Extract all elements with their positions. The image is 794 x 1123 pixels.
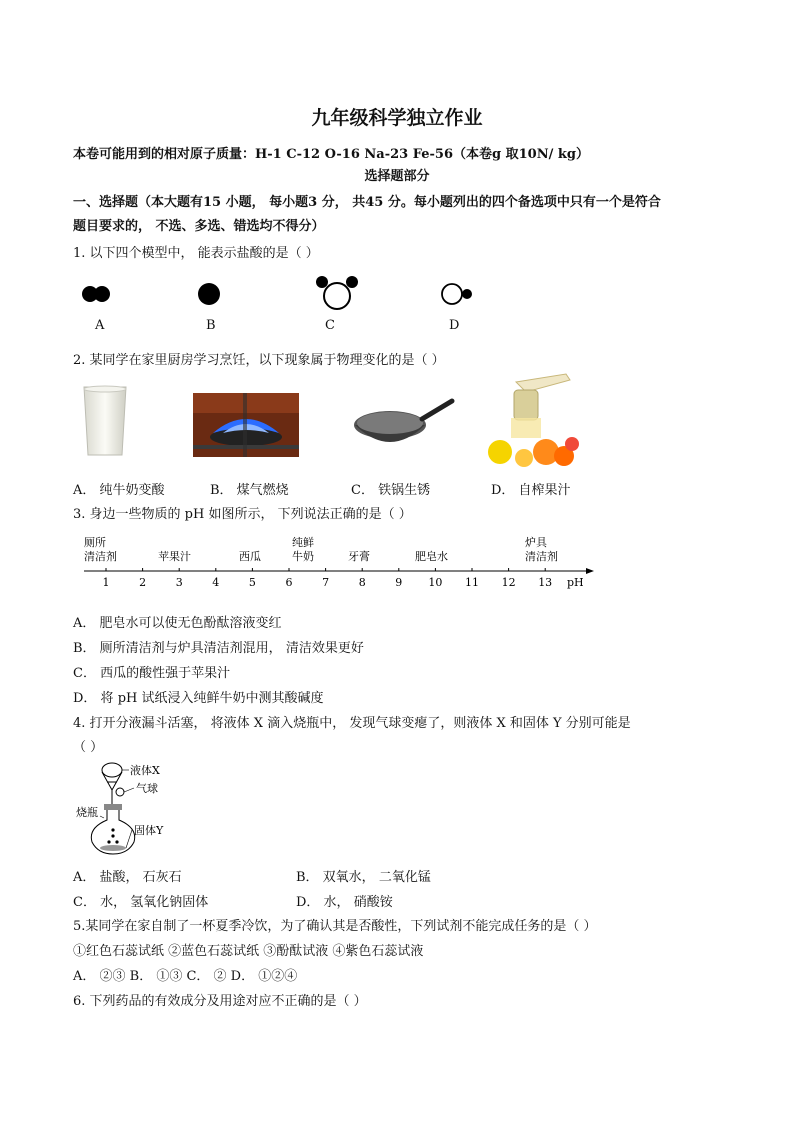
q1-molecule-models [70,272,490,342]
model-c-icon [316,276,358,309]
ph-tick-label: 7 [322,576,330,589]
ph-tick-label: 2 [139,576,147,589]
fig-label-flask: 烧瓶 [76,806,98,819]
iron-wok-image [352,395,456,453]
model-b-icon [198,283,220,305]
q1-stem: 1. 以下四个模型中， 能表示盐酸的是（ ） [73,246,319,261]
q4-option-a: A． 盐酸， 石灰石 [73,870,182,885]
q2-option-b: B． 煤气燃烧 [210,483,289,498]
ph-label-soap: 肥皂水 [415,550,448,563]
ph-tick-label: 13 [538,576,553,589]
section-intro-line-1: 一、选择题（本大题有15 小题， 每小题3 分， 共45 分。每小题列出的四个备选项中只有一个是符合 [73,195,661,210]
q4-option-d: D． 水， 硝酸铵 [296,895,393,910]
q5-reagents: ①红色石蕊试纸 ②蓝色石蕊试纸 ③酚酞试液 ④紫色石蕊试液 [73,944,424,959]
ph-label-stove-1: 炉具 [525,536,547,549]
ph-tick-label: 8 [358,576,366,589]
section-intro-line-2: 题目要求的， 不选、多选、错选均不得分） [73,219,325,234]
atomic-masses: 本卷可能用到的相对原子质量：H-1 C-12 O-16 Na-23 Fe-56（本卷g 取10N/ kg） [73,147,589,162]
ph-tick-label: 10 [428,576,443,589]
ph-label-toilet-1: 厕所 [84,536,106,549]
q4-option-c: C． 水， 氢氧化钠固体 [73,895,209,910]
ph-label-toothpaste: 牙膏 [348,550,370,563]
ph-label-milk-2: 牛奶 [292,550,314,563]
q4-option-b: B． 双氧水， 二氧化锰 [296,870,431,885]
q2-option-a: A． 纯牛奶变酸 [73,483,165,498]
q3-option-d: D． 将 pH 试纸浸入纯鲜牛奶中测其酸碱度 [73,691,324,706]
gas-burner-image [193,393,299,457]
q6-stem: 6. 下列药品的有效成分及用途对应不正确的是（ ） [73,994,367,1009]
q1-label-d: D [449,318,460,333]
fig-label-balloon: 气球 [136,782,158,795]
juicer-image [486,370,582,470]
ph-label-stove-2: 清洁剂 [525,550,558,563]
fig-label-solid-y: 固体Y [134,824,164,837]
ph-tick-label: 1 [102,576,110,589]
q3-stem: 3. 身边一些物质的 pH 如图所示， 下列说法正确的是（ ） [73,507,412,522]
ph-scale-figure [78,532,598,592]
ph-tick-label: 11 [465,576,479,589]
ph-tick-label: 5 [248,576,256,589]
ph-unit-label: pH [567,576,584,589]
ph-tick-label: 6 [285,576,293,589]
model-a-icon [82,286,110,302]
q4-stem-paren: （ ） [73,740,104,755]
fig-label-liquid-x: 液体X [130,764,160,777]
ph-label-milk-1: 纯鲜 [292,536,314,549]
q5-stem: 5.某同学在家自制了一杯夏季冷饮，为了确认其是否酸性，下列试剂不能完成任务的是（ ） [73,919,597,934]
q2-option-d: D． 自榨果汁 [491,483,571,498]
q3-option-a: A． 肥皂水可以使无色酚酞溶液变红 [73,616,282,631]
q1-label-b: B [206,318,216,333]
milk-glass-image [80,383,130,459]
q1-label-c: C [325,318,335,333]
ph-label-melon: 西瓜 [239,550,261,563]
ph-tick-label: 4 [212,576,220,589]
ph-tick-label: 9 [395,576,403,589]
model-d-icon [442,284,472,304]
section-title: 选择题部分 [364,169,430,184]
q2-stem: 2. 某同学在家里厨房学习烹饪，以下现象属于物理变化的是（ ） [73,353,445,368]
ph-label-toilet-2: 清洁剂 [84,550,117,563]
q1-label-a: A [95,318,105,333]
q5-options: A． ②③ B． ①③ C． ② D． ①②④ [73,969,298,984]
ph-label-apple: 苹果汁 [158,550,191,563]
q4-stem: 4. 打开分液漏斗活塞， 将液体 X 滴入烧瓶中， 发现气球变瘪了，则液体 X 和固体 Y 分别可能是 [73,716,631,731]
ph-tick-label: 3 [175,576,183,589]
page-title: 九年级科学独立作业 [311,107,483,129]
flask-apparatus-figure [74,760,184,856]
ph-tick-label: 12 [501,576,516,589]
q2-option-c: C． 铁锅生锈 [351,483,431,498]
q3-option-b: B． 厕所清洁剂与炉具清洁剂混用， 清洁效果更好 [73,641,364,656]
q3-option-c: C． 西瓜的酸性强于苹果汁 [73,666,231,681]
